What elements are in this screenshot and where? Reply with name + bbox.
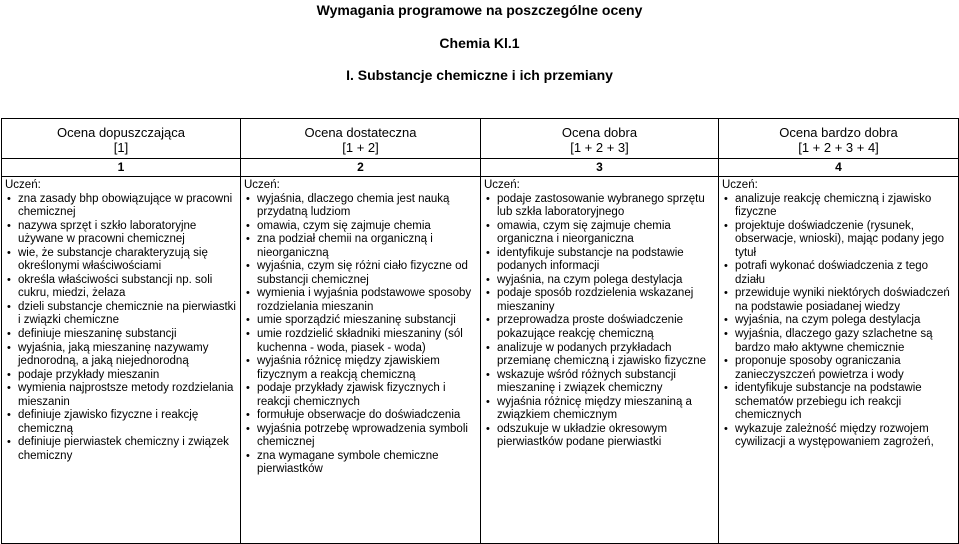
grade-name: Ocena dobra xyxy=(561,125,638,140)
grade-range: [1] xyxy=(113,140,129,155)
column-number: 1 xyxy=(2,159,241,177)
requirements-list xyxy=(484,193,715,450)
requirement-item: • wie, że substancje charakteryzują się określonymi właściwościami xyxy=(5,247,237,274)
requirement-item: • odszukuje w układzie okresowym pierwiastków podane pierwiastki xyxy=(484,423,715,450)
requirement-item: • wyjaśnia, na czym polega destylacja xyxy=(484,274,715,288)
requirement-item: • omawia, czym się zajmuje chemia xyxy=(244,220,477,234)
grade-header-2 xyxy=(241,119,481,159)
requirement-item: • identyfikuje substancje na podstawie schematów przebiegu ich reakcji chemicznych xyxy=(722,382,955,423)
class-title: Chemia Kl.1 xyxy=(439,35,520,51)
requirement-item: • analizuje w podanych przykładach przemianę chemiczną i zjawisko fizyczne xyxy=(484,342,715,369)
requirement-item: • analizuje reakcję chemiczną i zjawisko fizyczne xyxy=(722,193,955,220)
grade-name: Ocena bardzo dobra xyxy=(779,125,898,140)
requirements-cell-1 xyxy=(2,177,241,544)
requirement-item: • wymienia najprostsze metody rozdzielania mieszanin xyxy=(5,382,237,409)
requirement-item: • wyjaśnia, dlaczego chemia jest nauką przydatną ludziom xyxy=(244,193,477,220)
requirement-item: • zna zasady bhp obowiązujące w pracowni chemicznej xyxy=(5,193,237,220)
requirement-item: • zna wymagane symbole chemiczne pierwiastków xyxy=(244,450,477,477)
requirement-item: • wyjaśnia różnicę między zjawiskiem fizycznym a reakcją chemiczną xyxy=(244,355,477,382)
requirement-item: • nazywa sprzęt i szkło laboratoryjne używane w pracowni chemicznej xyxy=(5,220,237,247)
requirement-item: • definiuje mieszaninę substancji xyxy=(5,328,237,342)
requirements-cell-4 xyxy=(719,177,959,544)
requirement-item: • przewiduje wyniki niektórych doświadczeń na podstawie posiadanej wiedzy xyxy=(722,287,955,314)
requirements-list xyxy=(722,193,955,450)
requirement-item: • projektuje doświadczenie (rysunek, obserwacje, wnioski), mając podany jego tytuł xyxy=(722,220,955,261)
student-lead: Uczeń: xyxy=(244,179,280,191)
column-number: 4 xyxy=(719,159,959,177)
requirement-item: • wyjaśnia, dlaczego gazy szlachetne są bardzo mało aktywne chemicznie xyxy=(722,328,955,355)
grade-range: [1 + 2] xyxy=(342,140,379,155)
requirements-cell-3 xyxy=(481,177,719,544)
student-lead: Uczeń: xyxy=(5,179,41,191)
requirement-item: • wyjaśnia potrzebę wprowadzenia symboli chemicznej xyxy=(244,423,477,450)
requirement-item: • wskazuje wśród różnych substancji mieszaninę i związek chemiczny xyxy=(484,369,715,396)
requirement-item: • definiuje pierwiastek chemiczny i związek chemiczny xyxy=(5,436,237,463)
requirement-item: • proponuje sposoby ograniczania zanieczyszczeń powietrza i wody xyxy=(722,355,955,382)
requirements-list xyxy=(5,193,237,464)
column-number: 3 xyxy=(481,159,719,177)
student-lead: Uczeń: xyxy=(484,179,520,191)
requirements-table xyxy=(1,118,959,544)
requirement-item: • wyjaśnia, na czym polega destylacja xyxy=(722,314,955,328)
grade-header-1 xyxy=(2,119,241,159)
grade-name: Ocena dostateczna xyxy=(304,125,417,140)
grade-range: [1 + 2 + 3] xyxy=(570,140,629,155)
requirement-item: • wykazuje zależność między rozwojem cywilizacji a występowaniem zagrożeń, xyxy=(722,423,955,450)
grade-header-row xyxy=(2,119,959,159)
requirements-cell-2 xyxy=(241,177,481,544)
requirement-item: • formułuje obserwacje do doświadczenia xyxy=(244,409,477,423)
requirement-item: • przeprowadza proste doświadczenie pokazujące reakcję chemiczną xyxy=(484,314,715,341)
requirement-item: • podaje sposób rozdzielenia wskazanej mieszaniny xyxy=(484,287,715,314)
requirement-item: • wyjaśnia, czym się różni ciało fizyczne od substancji chemicznej xyxy=(244,260,477,287)
section-title: I. Substancje chemiczne i ich przemiany xyxy=(346,67,613,83)
requirement-item: • podaje przykłady zjawisk fizycznych i reakcji chemicznych xyxy=(244,382,477,409)
student-lead: Uczeń: xyxy=(722,179,758,191)
requirement-item: • umie rozdzielić składniki mieszaniny (sól kuchenna - woda, piasek - woda) xyxy=(244,328,477,355)
requirements-list xyxy=(244,193,477,477)
requirement-item: • identyfikuje substancje na podstawie podanych informacji xyxy=(484,247,715,274)
requirement-item: • podaje przykłady mieszanin xyxy=(5,369,237,383)
requirement-item: • potrafi wykonać doświadczenia z tego działu xyxy=(722,260,955,287)
grade-name: Ocena dopuszczająca xyxy=(57,125,185,140)
requirement-item: • wyjaśnia, jaką mieszaninę nazywamy jednorodną, a jaką niejednorodną xyxy=(5,342,237,369)
column-number: 2 xyxy=(241,159,481,177)
column-number-row xyxy=(2,159,959,177)
grade-range: [1 + 2 + 3 + 4] xyxy=(798,140,879,155)
requirement-item: • omawia, czym się zajmuje chemia organiczna i nieorganiczna xyxy=(484,220,715,247)
requirement-item: • dzieli substancje chemicznie na pierwiastki i związki chemiczne xyxy=(5,301,237,328)
grade-header-3 xyxy=(481,119,719,159)
requirement-item: • wyjaśnia różnicę między mieszaniną a związkiem chemicznym xyxy=(484,396,715,423)
requirement-item: • określa właściwości substancji np. soli cukru, miedzi, żelaza xyxy=(5,274,237,301)
requirement-item: • podaje zastosowanie wybranego sprzętu lub szkła laboratoryjnego xyxy=(484,193,715,220)
grade-header-4 xyxy=(719,119,959,159)
requirement-item: • wymienia i wyjaśnia podstawowe sposoby rozdzielania mieszanin xyxy=(244,287,477,314)
document-title: Wymagania programowe na poszczególne oceny xyxy=(316,2,643,18)
requirement-item: • umie sporządzić mieszaninę substancji xyxy=(244,314,477,328)
requirement-item: • definiuje zjawisko fizyczne i reakcję chemiczną xyxy=(5,409,237,436)
requirements-row xyxy=(2,177,959,544)
requirement-item: • zna podział chemii na organiczną i nieorganiczną xyxy=(244,233,477,260)
